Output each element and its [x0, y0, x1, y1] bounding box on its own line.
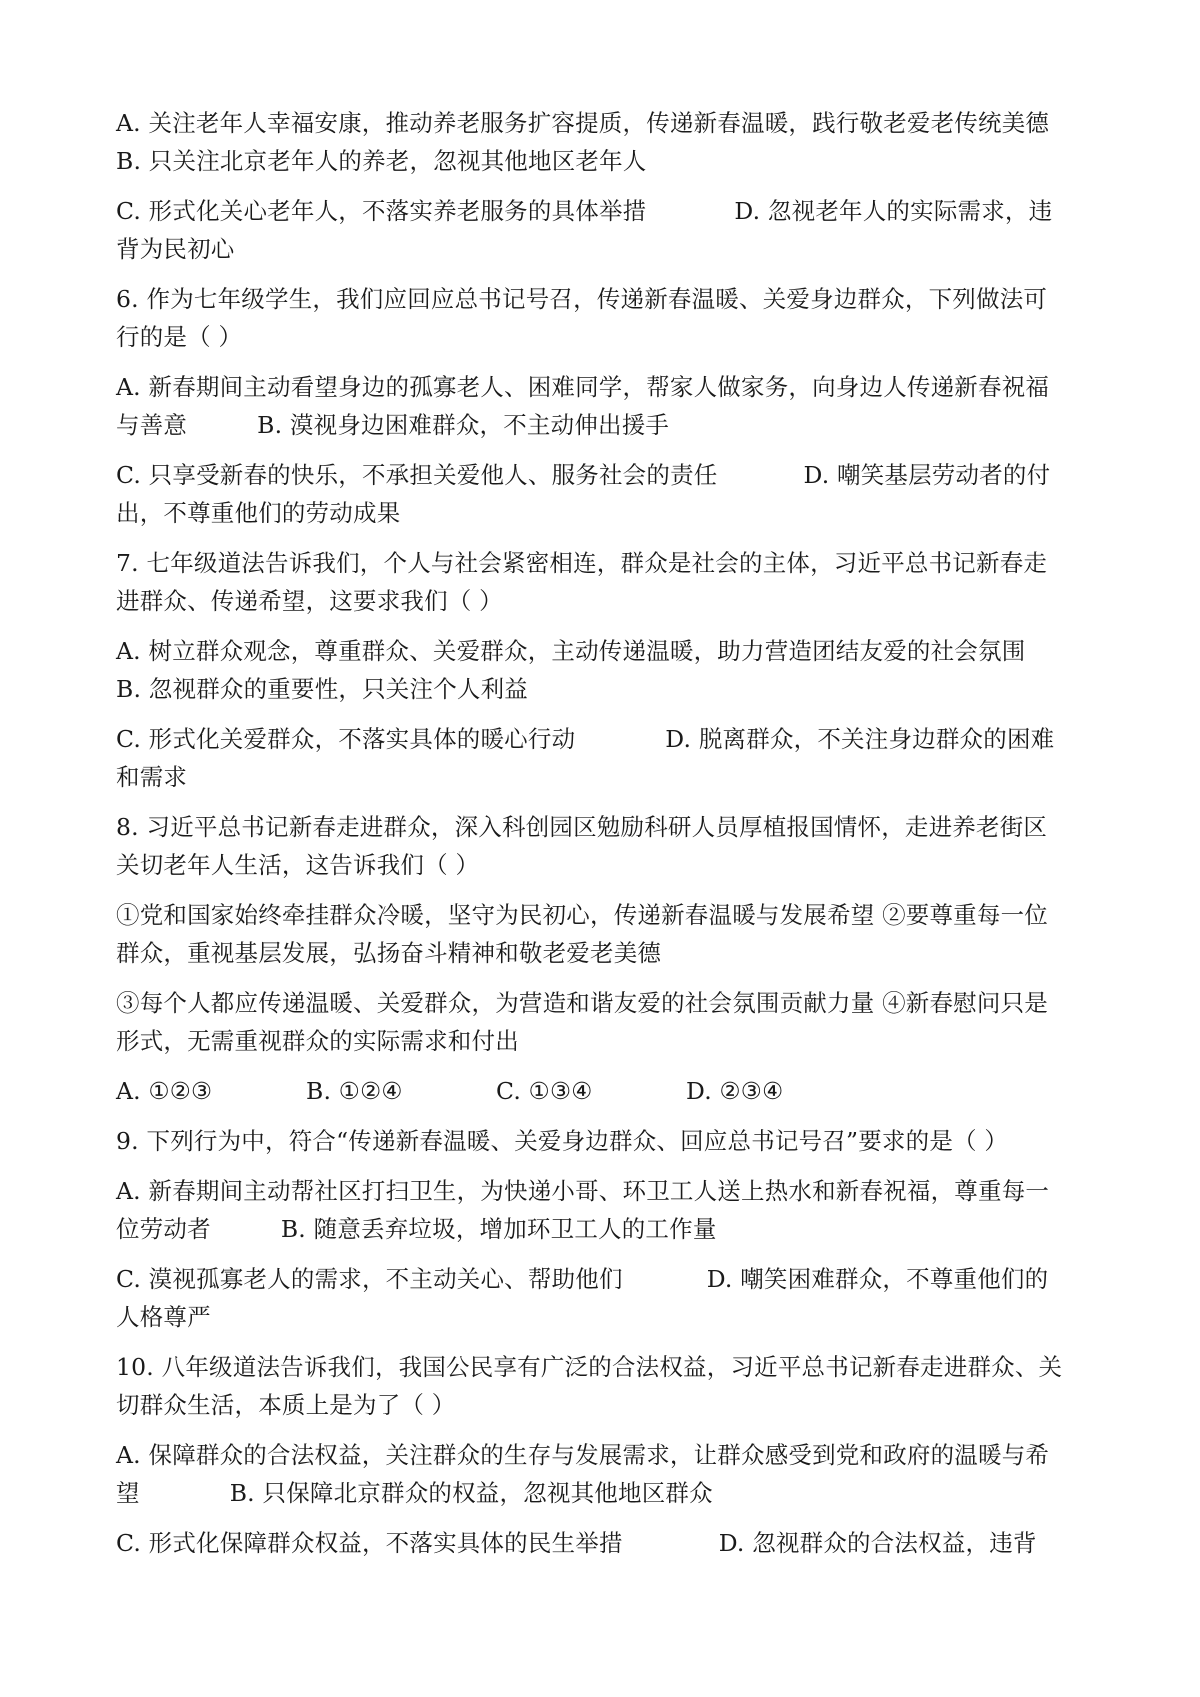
q10-option-c-d	[116, 1524, 1101, 1562]
q9-option-a-b	[116, 1210, 1101, 1248]
q6-option-a-b	[116, 406, 1101, 444]
q7-stem: 7. 七年级道法告诉我们，个人与社会紧密相连，群众是社会的主体，习近平总书记新春走	[116, 549, 1048, 577]
q9-option-d: D. 嘲笑困难群众，不尊重他们的	[706, 1265, 1049, 1293]
q10-option-d: D. 忽视群众的合法权益，违背	[718, 1529, 1037, 1557]
q7-option-c-d	[116, 720, 1101, 758]
q7-option-a: A. 树立群众观念，尊重群众、关爱群众，主动传递温暖，助力营造团结友爱的社会氛围	[116, 637, 1026, 665]
q9-option-d-cont: 人格尊严	[116, 1303, 211, 1331]
q9-stem: 9. 下列行为中，符合“传递新春温暖、关爱身边群众、回应总书记号召”要求的是（ ）	[116, 1127, 1009, 1155]
q6-option-b: B. 漠视身边困难群众，不主动伸出援手	[257, 411, 670, 439]
q7-option-d: D. 脱离群众，不关注身边群众的困难	[665, 725, 1055, 753]
q8-options	[116, 1072, 1101, 1110]
q8-option-c: C. ①③④	[496, 1077, 593, 1105]
q9-option-a-cont: 位劳动者	[116, 1215, 211, 1243]
q9-option-a: A. 新春期间主动帮社区打扫卫生，为快递小哥、环卫工人送上热水和新春祝福，尊重每一	[116, 1177, 1050, 1205]
q7-option-b: B. 忽视群众的重要性，只关注个人利益	[116, 675, 529, 703]
q10-option-a: A. 保障群众的合法权益，关注群众的生存与发展需求，让群众感受到党和政府的温暖与希	[116, 1441, 1050, 1469]
q10-option-b: B. 只保障北京群众的权益，忽视其他地区群众	[229, 1479, 713, 1507]
q10-stem-cont: 切群众生活，本质上是为了（ ）	[116, 1391, 456, 1419]
exam-page	[116, 104, 1101, 1562]
q6-stem: 6. 作为七年级学生，我们应回应总书记号召，传递新春温暖、关爱身边群众，下列做法可	[116, 285, 1048, 313]
q8-option-a: A. ①②③	[116, 1077, 213, 1105]
q8-items-1-2: ①党和国家始终牵挂群众冷暖，坚守为民初心，传递新春温暖与发展希望 ②要尊重每一位	[116, 901, 1048, 929]
q5-option-b: B. 只关注北京老年人的养老，忽视其他地区老年人	[116, 147, 647, 175]
q6-option-d-cont: 出，不尊重他们的劳动成果	[116, 499, 401, 527]
q8-option-b: B. ①②④	[306, 1077, 403, 1105]
q8-items-1-2-cont: 群众，重视基层发展，弘扬奋斗精神和敬老爱老美德	[116, 939, 662, 967]
q7-option-c: C. 形式化关爱群众，不落实具体的暖心行动	[116, 725, 576, 753]
q8-items-3-4: ③每个人都应传递温暖、关爱群众，为营造和谐友爱的社会氛围贡献力量 ④新春慰问只是	[116, 989, 1048, 1017]
q5-option-a: A. 关注老年人幸福安康，推动养老服务扩容提质，传递新春温暖，践行敬老爱老传统美德	[116, 109, 1050, 137]
q8-items-3-4-cont: 形式，无需重视群众的实际需求和付出	[116, 1027, 519, 1055]
q8-option-d: D. ②③④	[686, 1077, 784, 1105]
q9-option-b: B. 随意丢弃垃圾，增加环卫工人的工作量	[280, 1215, 717, 1243]
q6-option-d: D. 嘲笑基层劳动者的付	[803, 461, 1051, 489]
q9-option-c-d	[116, 1260, 1101, 1298]
q6-option-a: A. 新春期间主动看望身边的孤寡老人、困难同学，帮家人做家务，向身边人传递新春祝福	[116, 373, 1050, 401]
q6-option-c-d	[116, 456, 1101, 494]
q6-stem-cont: 行的是（ ）	[116, 323, 243, 351]
q10-option-c: C. 形式化保障群众权益，不落实具体的民生举措	[116, 1529, 623, 1557]
q7-option-d-cont: 和需求	[116, 763, 188, 791]
q5-option-d: D. 忽视老年人的实际需求，违	[734, 197, 1053, 225]
q5-option-c: C. 形式化关心老年人，不落实养老服务的具体举措	[116, 197, 647, 225]
q8-stem-cont: 关切老年人生活，这告诉我们（ ）	[116, 851, 480, 879]
q10-option-a-cont: 望	[116, 1479, 140, 1507]
q9-option-c: C. 漠视孤寡老人的需求，不主动关心、帮助他们	[116, 1265, 623, 1293]
q6-option-c: C. 只享受新春的快乐，不承担关爱他人、服务社会的责任	[116, 461, 718, 489]
q5-option-c-d	[116, 192, 1101, 230]
q7-stem-cont: 进群众、传递希望，这要求我们（ ）	[116, 587, 503, 615]
q10-option-a-b	[116, 1474, 1101, 1512]
q6-option-a-cont: 与善意	[116, 411, 188, 439]
q10-stem: 10. 八年级道法告诉我们，我国公民享有广泛的合法权益，习近平总书记新春走进群众、关	[116, 1353, 1063, 1381]
q5-option-d-cont: 背为民初心	[116, 235, 235, 263]
q8-stem: 8. 习近平总书记新春走进群众，深入科创园区勉励科研人员厚植报国情怀，走进养老街区	[116, 813, 1048, 841]
